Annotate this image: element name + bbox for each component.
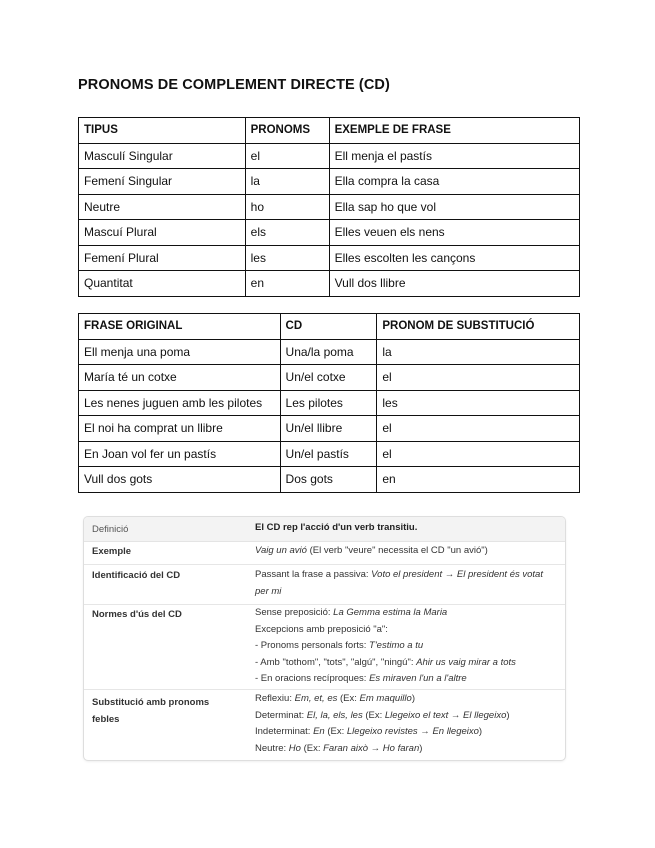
table-cell: En Joan vol fer un pastís — [79, 441, 281, 467]
table-cell: Quantitat — [79, 271, 246, 297]
table-row — [79, 365, 580, 391]
table-cell: Vull dos llibre — [329, 271, 579, 297]
table-cell: Vull dos gots — [79, 467, 281, 493]
table-header-row — [79, 118, 580, 144]
table-cell: Ella compra la casa — [329, 169, 579, 195]
table-cell: ho — [245, 194, 329, 220]
substitution-value: Reflexiu: Em, et, es (Ex: Em maquillo) Determinat: El, la, els, les (Ex: Llegeixo el text → El llegeixo) Indeterminat: En (Ex: Llegeixo revistes → En llegeixo) Neutre: Ho (Ex: Faran això → Ho faran) — [255, 693, 510, 754]
table-cell: el — [377, 365, 580, 391]
table-cell: Un/el llibre — [280, 416, 377, 442]
table-cell: Un/el cotxe — [280, 365, 377, 391]
table-cell: les — [377, 390, 580, 416]
example-label: Exemple — [92, 546, 132, 557]
table-cell: la — [245, 169, 329, 195]
table-cell: la — [377, 339, 580, 365]
table-row — [79, 245, 580, 271]
table-cell: les — [245, 245, 329, 271]
column-header: PRONOM DE SUBSTITUCIÓ — [377, 314, 580, 340]
table-row — [79, 271, 580, 297]
divider — [84, 689, 565, 690]
table-header-row — [79, 314, 580, 340]
table-row — [79, 220, 580, 246]
usage-rules-value: Sense preposició: La Gemma estima la Maria Excepcions amb preposició "a": - Pronoms personals forts: T'estimo a tu - Amb "tothom", "tots", "algú", "ningú": Ahir us vaig mirar a tots - En oracions recíproques: Es miraven l'un a l'altre — [255, 607, 516, 684]
table-cell: Ella sap ho que vol — [329, 194, 579, 220]
column-header: EXEMPLE DE FRASE — [329, 118, 579, 144]
example-value: Vaig un avió (El verb "veure" necessita el CD "un avió") — [255, 545, 488, 556]
table-cell: Una/la poma — [280, 339, 377, 365]
table-row — [79, 390, 580, 416]
table-cell: Masculí Singular — [79, 143, 246, 169]
table-row — [79, 194, 580, 220]
table-cell: el — [377, 416, 580, 442]
definition-value: El CD rep l'acció d'un verb transitiu. — [255, 522, 418, 533]
table-cell: María té un cotxe — [79, 365, 281, 391]
table-row — [79, 416, 580, 442]
table-cell: Neutre — [79, 194, 246, 220]
table-cell: Ell menja una poma — [79, 339, 281, 365]
table-row — [79, 169, 580, 195]
summary-card — [84, 517, 565, 760]
table-cell: Ell menja el pastís — [329, 143, 579, 169]
table-cell: Femení Plural — [79, 245, 246, 271]
table-cell: Elles escolten les cançons — [329, 245, 579, 271]
table-cell: el — [377, 441, 580, 467]
divider — [84, 564, 565, 565]
table-cell: en — [245, 271, 329, 297]
table-row — [79, 441, 580, 467]
table-row — [79, 467, 580, 493]
table-cell: en — [377, 467, 580, 493]
pronoun-types-table — [78, 117, 580, 297]
table-cell: Un/el pastís — [280, 441, 377, 467]
table-cell: Les pilotes — [280, 390, 377, 416]
identification-value: Passant la frase a passiva: Voto el president → El president és votat per mi — [255, 569, 543, 597]
table-cell: Dos gots — [280, 467, 377, 493]
definition-row — [84, 517, 565, 542]
column-header: TIPUS — [79, 118, 246, 144]
column-header: FRASE ORIGINAL — [79, 314, 281, 340]
definition-label: Definició — [92, 524, 129, 535]
table-cell: Mascuí Plural — [79, 220, 246, 246]
identification-label: Identificació del CD — [92, 570, 181, 581]
table-cell: Femení Singular — [79, 169, 246, 195]
substitution-label: Substitució amb pronoms febles — [92, 697, 210, 725]
substitution-table — [78, 313, 580, 493]
table-cell: Les nenes juguen amb les pilotes — [79, 390, 281, 416]
column-header: CD — [280, 314, 377, 340]
column-header: PRONOMS — [245, 118, 329, 144]
usage-rules-label: Normes d'ús del CD — [92, 609, 182, 620]
table-cell: els — [245, 220, 329, 246]
page-title: PRONOMS DE COMPLEMENT DIRECTE (CD) — [78, 77, 390, 93]
table-cell: el — [245, 143, 329, 169]
table-cell: El noi ha comprat un llibre — [79, 416, 281, 442]
table-row — [79, 143, 580, 169]
table-row — [79, 339, 580, 365]
table-cell: Elles veuen els nens — [329, 220, 579, 246]
